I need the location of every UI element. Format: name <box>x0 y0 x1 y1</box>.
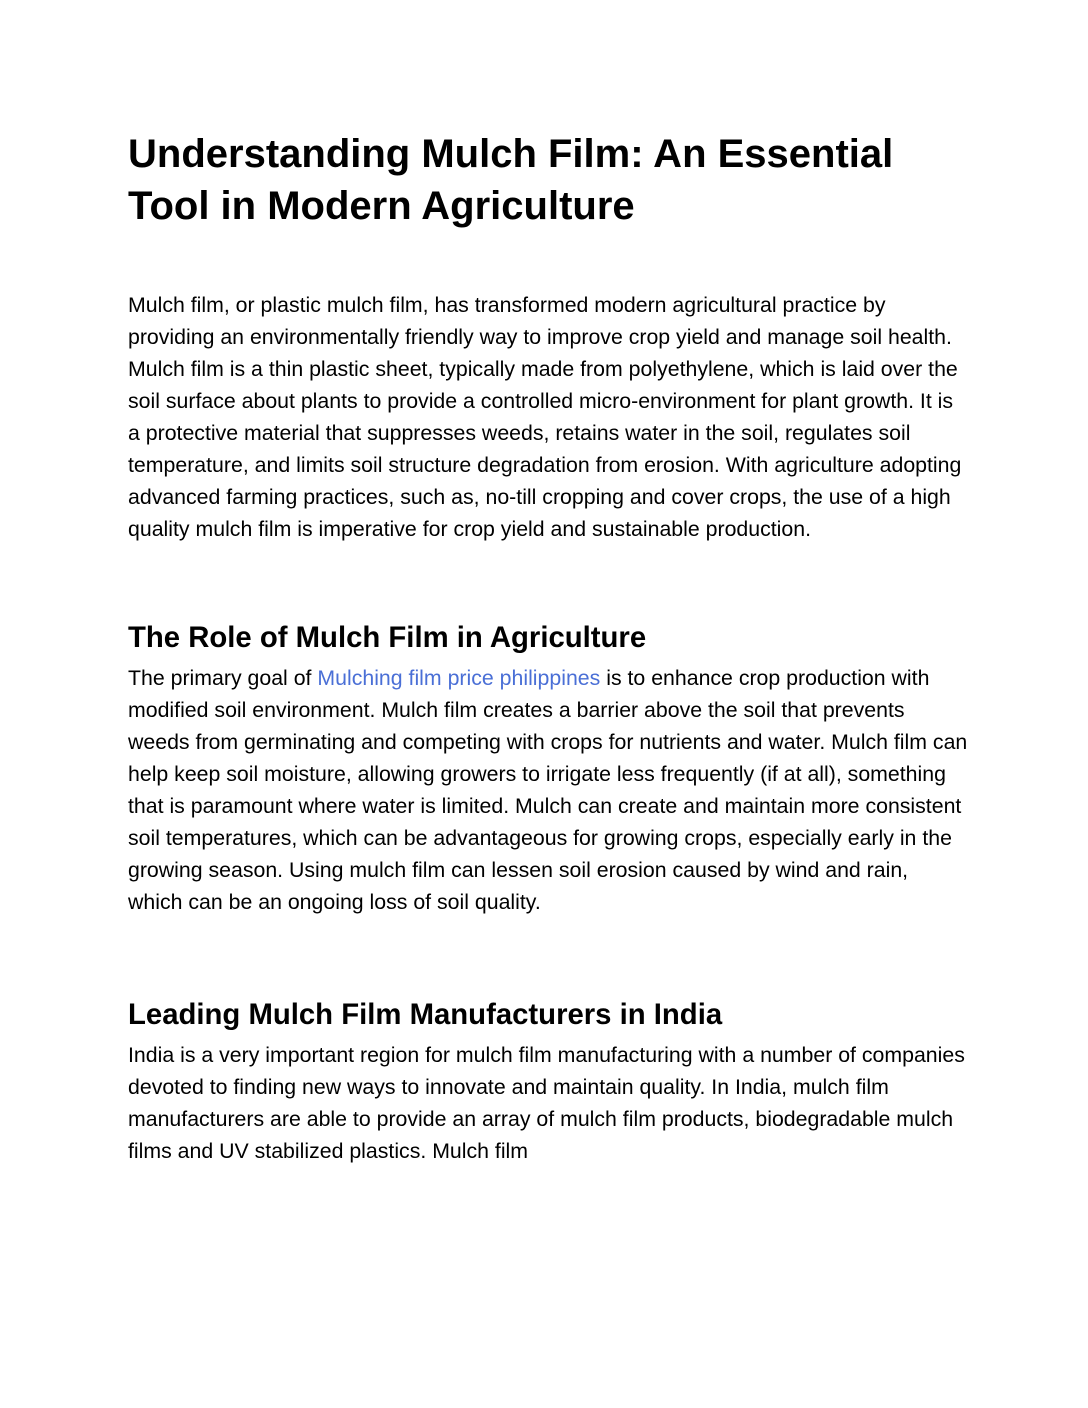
section-heading-manufacturers: Leading Mulch Film Manufacturers in India <box>128 998 723 1031</box>
section-heading-role: The Role of Mulch Film in Agriculture <box>128 621 647 654</box>
paragraph-text-after-link: is to enhance crop production with modified soil environment. Mulch film creates a barrier above the soil that prevents weeds from germinating and competing with crops for nutrients and water. Mulch film can help keep soil moisture, allowing growers to irrigate less frequently (if at all), something that is paramount where water is limited. Mulch can create and maintain more consistent soil temperatures, which can be advantageous for growing crops, especially early in the growing season. Using mulch film can lessen soil erosion caused by wind and rain, which can be an ongoing loss of soil quality. <box>128 666 968 914</box>
document-title: Understanding Mulch Film: An Essential Tool in Modern Agriculture <box>128 132 894 228</box>
document-page <box>128 128 968 1167</box>
section-paragraph-role <box>128 662 968 918</box>
section-paragraph-manufacturers: India is a very important region for mulch film manufacturing with a number of companies devoted to finding new ways to innovate and maintain quality. In India, mulch film manufacturers are able to provide an array of mulch film products, biodegradable mulch films and UV stabilized plastics. Mulch film <box>128 1043 965 1163</box>
mulching-film-price-link[interactable]: Mulching film price philippines <box>317 666 601 690</box>
intro-paragraph: Mulch film, or plastic mulch film, has transformed modern agricultural practice by providing an environmentally friendly way to improve crop yield and manage soil health. Mulch film is a thin plastic sheet, typically made from polyethylene, which is laid over the soil surface about plants to provide a controlled micro-environment for plant growth. It is a protective material that suppresses weeds, retains water in the soil, regulates soil temperature, and limits soil structure degradation from erosion. With agriculture adopting advanced farming practices, such as, no-till cropping and cover crops, the use of a high quality mulch film is imperative for crop yield and sustainable production. <box>128 293 962 541</box>
paragraph-text-before-link: The primary goal of <box>128 666 318 690</box>
